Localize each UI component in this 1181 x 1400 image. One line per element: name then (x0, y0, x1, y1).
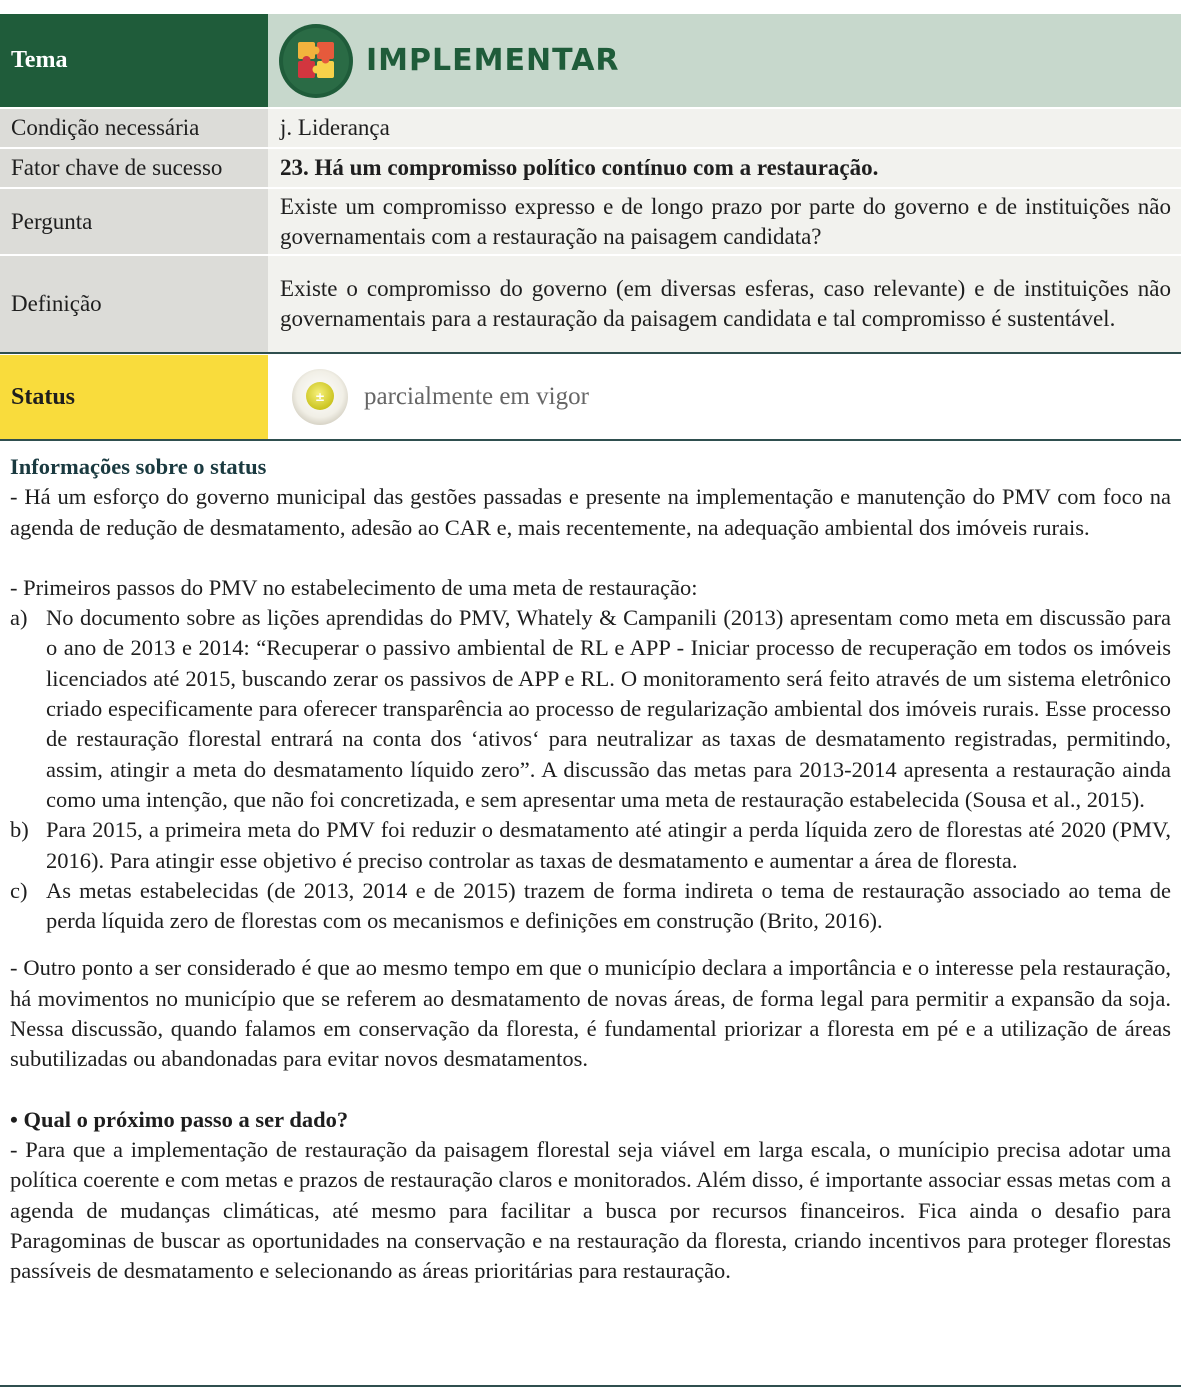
theme-row (0, 14, 1181, 107)
status-partial-icon (290, 367, 350, 427)
condition-value: j. Liderança (268, 109, 1181, 147)
key-factor-row (0, 147, 1181, 187)
next-step-heading: • Qual o próximo passo a ser dado? (10, 1106, 349, 1132)
puzzle-icon (278, 23, 354, 99)
key-factor-label: Fator chave de sucesso (0, 149, 268, 187)
question-row (0, 187, 1181, 254)
spacer (10, 1075, 1171, 1105)
status-label: Status (0, 355, 268, 439)
info-heading: Informações sobre o status (10, 454, 267, 479)
divider (0, 439, 1181, 441)
info-paragraph: - Para que a implementação de restauração da paisagem florestal seja viável em larga escala, o munícipio precisa adotar uma política coerente e com metas e prazos de restauração claros e monitorados. Além disso, é importante associar essas metas com a agenda de mudanças climáticas, até mesmo para facilitar a busca por recursos financeiros. Fica ainda o desafio para Paragominas de buscar as oportunidades na conservação e na restauração da floresta, criando incentivos para proteger florestas passíveis de desmatamento e selecionando as áreas prioritárias para restauração. (10, 1136, 1171, 1284)
list-text: Para 2015, a primeira meta do PMV foi reduzir o desmatamento até atingir a perda líquida zero de florestas até 2020 (PMV, 2016). Para atingir esse objetivo é preciso controlar as taxas de desmatamento e aumentar a área de floresta. (46, 817, 1171, 873)
definition-row (0, 254, 1181, 352)
list-item (10, 876, 1171, 937)
definition-value: Existe o compromisso do governo (em diversas esferas, caso relevante) e de instituições não governamentais para a restauração da paisagem candidata e tal compromisso é sustentável. (268, 256, 1181, 352)
status-row (0, 355, 1181, 439)
divider (0, 1385, 1181, 1387)
list-item (10, 603, 1171, 815)
list-marker: a) (10, 605, 28, 631)
spacer (10, 936, 1171, 953)
theme-value-cell (268, 14, 1181, 107)
info-paragraph: - Outro ponto a ser considerado é que ao mesmo tempo em que o município declara a importância e o interesse pela restauração, há movimentos no município que se referem ao desmatamento de novas áreas, de forma legal para permitir a expansão da soja. Nessa discussão, quando falamos em conservação da floresta, é fundamental priorizar a floresta em pé e a utilização de áreas subutilizadas ou abandonadas para evitar novos desmatamentos. (10, 955, 1171, 1072)
question-label: Pergunta (0, 189, 268, 254)
condition-label: Condição necessária (0, 109, 268, 147)
svg-text:±: ± (314, 390, 326, 404)
list-item (10, 815, 1171, 876)
status-value: parcialmente em vigor (364, 383, 589, 410)
key-factor-value: 23. Há um compromisso político contínuo com a restauração. (268, 149, 1181, 187)
list-marker: c) (10, 877, 28, 903)
status-information (10, 452, 1171, 1286)
list-marker: b) (10, 817, 29, 843)
info-paragraph: - Primeiros passos do PMV no estabelecimento de uma meta de restauração: (10, 574, 698, 600)
theme-title: IMPLEMENTAR (366, 42, 620, 78)
list-text: As metas estabelecidas (de 2013, 2014 e de 2015) trazem de forma indireta o tema de restauração associado ao tema de perda líquida zero de florestas com os mecanismos e definições em construção (Brito, 2016). (46, 877, 1171, 934)
theme-label: Tema (0, 14, 268, 107)
divider (0, 352, 1181, 354)
list-text: No documento sobre as lições aprendidas do PMV, Whately & Campanili (2013) apresentam como meta em discussão para o ano de 2013 e 2014: “Recuperar o passivo ambiental de RL e APP - Iniciar processo de recuperação em todos os imóveis licenciados até 2015, buscando zerar os passivos de APP e RL. O monitoramento será feito através de um sistema eletrônico criado especificamente para oferecer transparência ao processo de regularização ambiental dos imóveis rurais. Esse processo de restauração florestal entrará na conta dos ‘ativos‘ para neutralizar as taxas de desmatamento registradas, permitindo, assim, atingir a meta do desmatamento líquido zero”. A discussão das metas para 2013-2014 apresenta a restauração ainda como uma intenção, que não foi concretizada, e sem apresentar uma meta de restauração estabelecida (Sousa et al., 2015). (46, 605, 1171, 812)
condition-row (0, 107, 1181, 147)
status-value-cell (268, 355, 1181, 439)
question-value: Existe um compromisso expresso e de longo prazo por parte do governo e de instituições não governamentais com a restauração na paisagem candidata? (268, 189, 1181, 254)
spacer (10, 543, 1171, 573)
definition-label: Definição (0, 256, 268, 352)
info-paragraph: - Há um esforço do governo municipal das gestões passadas e presente na implementação e manutenção do PMV com foco na agenda de redução de desmatamento, adesão ao CAR e, mais recentemente, na adequação ambiental dos imóveis rurais. (10, 484, 1171, 540)
